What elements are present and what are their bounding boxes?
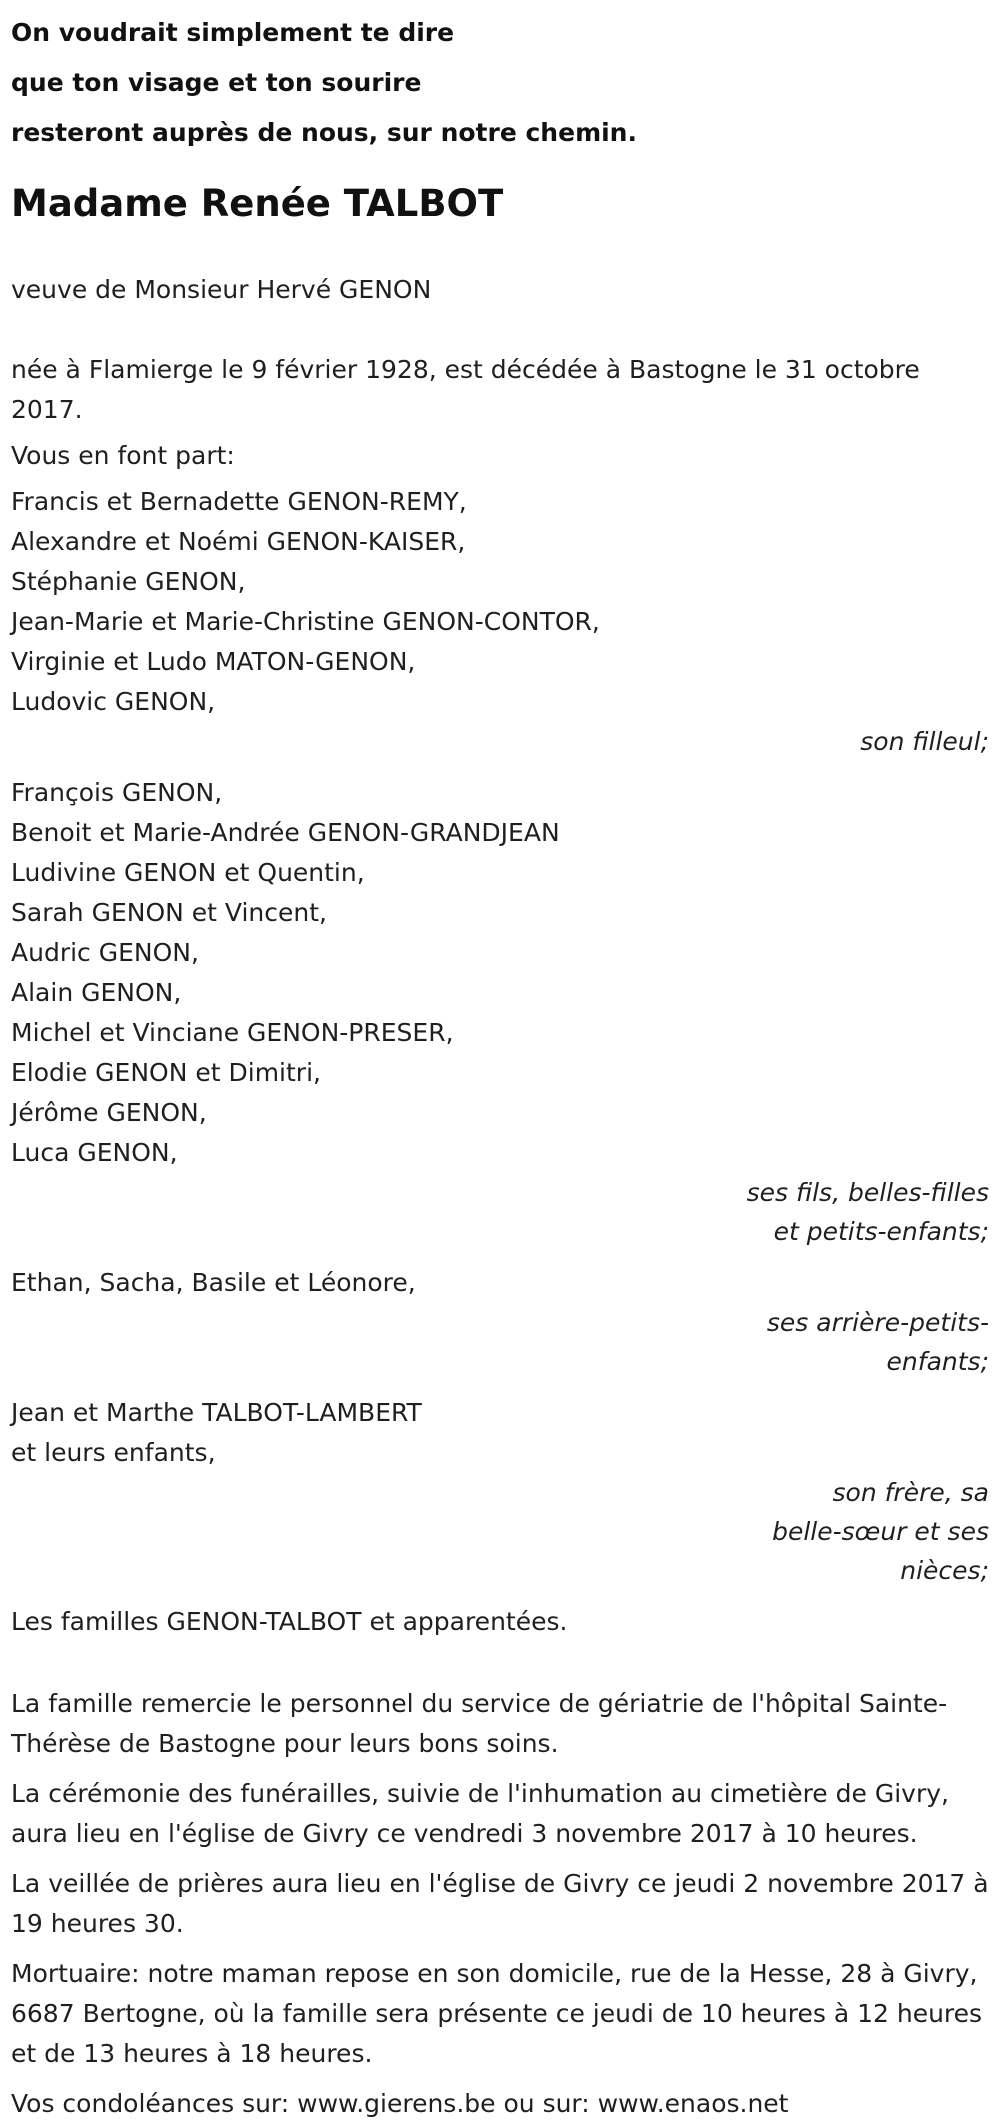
relation-label [11, 1473, 989, 1590]
deceased-name: Madame Renée TALBOT [11, 182, 504, 225]
thanks-paragraph: La famille remercie le personnel du service de gériatrie de l'hôpital Sainte-Thérèse de Bastogne pour leurs bons soins. [11, 1689, 948, 1758]
relation-line: ses fils, belles-filles [746, 1178, 989, 1207]
poem-line: On voudrait simplement te dire [11, 18, 455, 47]
family-name: Audric GENON, [11, 938, 199, 967]
condolences-link-gierens[interactable]: www.gierens.be [297, 2089, 496, 2118]
family-group [11, 482, 989, 761]
family-group [11, 1263, 989, 1381]
family-name: Ludovic GENON, [11, 687, 216, 716]
widow-line: veuve de Monsieur Hervé GENON [11, 275, 432, 304]
family-name: Michel et Vinciane GENON-PRESER, [11, 1018, 454, 1047]
family-name: Elodie GENON et Dimitri, [11, 1058, 321, 1087]
family-name: Virginie et Ludo MATON-GENON, [11, 647, 416, 676]
family-name: François GENON, [11, 778, 223, 807]
family-name: Francis et Bernadette GENON-REMY, [11, 487, 467, 516]
family-name: Alexandre et Noémi GENON-KAISER, [11, 527, 466, 556]
family-name: Jean-Marie et Marie-Christine GENON-CONTOR, [11, 607, 600, 636]
condolences-line [11, 2084, 989, 2124]
family-name: Sarah GENON et Vincent, [11, 898, 327, 927]
family-name: Alain GENON, [11, 978, 182, 1007]
family-names [11, 482, 989, 722]
condolences-middle: ou sur: [495, 2089, 598, 2118]
relation-line: et petits-enfants; [773, 1217, 989, 1246]
relation-line: enfants; [886, 1347, 989, 1376]
family-name: Luca GENON, [11, 1138, 178, 1167]
family-name: Stéphanie GENON, [11, 567, 246, 596]
family-group [11, 1393, 989, 1590]
relation-label [11, 1173, 989, 1251]
relation-line: nièces; [900, 1556, 989, 1585]
family-name: Ludivine GENON et Quentin, [11, 858, 365, 887]
announcement-line: Vous en font part: [11, 441, 235, 470]
poem-line: resteront auprès de nous, sur notre chemin. [11, 118, 637, 147]
condolences-link-enaos[interactable]: www.enaos.net [597, 2089, 789, 2118]
family-names [11, 1263, 989, 1303]
family-name: Benoit et Marie-Andrée GENON-GRANDJEAN [11, 818, 560, 847]
mortuary-paragraph: Mortuaire: notre maman repose en son domicile, rue de la Hesse, 28 à Givry, 6687 Bertogne, où la famille sera présente ce jeudi de 10 heures à 12 heures et de 13 heures à 18 heures. [11, 1959, 983, 2068]
family-names [11, 773, 989, 1173]
families-line: Les familles GENON-TALBOT et apparentées. [11, 1607, 568, 1636]
poem [11, 8, 989, 158]
relation-line: belle-sœur et ses [772, 1517, 989, 1546]
relation-label [11, 1303, 989, 1381]
relation-line: son frère, sa [832, 1478, 989, 1507]
obituary-page [0, 8, 1000, 2118]
family-name: Jérôme GENON, [11, 1098, 207, 1127]
family-name: et leurs enfants, [11, 1438, 216, 1467]
vigil-paragraph: La veillée de prières aura lieu en l'église de Givry ce jeudi 2 novembre 2017 à 19 heures 30. [11, 1869, 989, 1938]
family-name: Ethan, Sacha, Basile et Léonore, [11, 1268, 416, 1297]
family-group [11, 773, 989, 1251]
family-name: Jean et Marthe TALBOT-LAMBERT [11, 1398, 422, 1427]
relation-line: ses arrière-petits- [766, 1308, 989, 1337]
condolences-prefix: Vos condoléances sur: [11, 2089, 298, 2118]
ceremony-paragraph: La cérémonie des funérailles, suivie de l'inhumation au cimetière de Givry, aura lieu en l'église de Givry ce vendredi 3 novembre 2017 à 10 heures. [11, 1779, 949, 1848]
family-names [11, 1393, 989, 1473]
relation-label: son filleul; [860, 727, 989, 756]
birth-death-line: née à Flamierge le 9 février 1928, est décédée à Bastogne le 31 octobre 2017. [11, 355, 920, 424]
poem-line: que ton visage et ton sourire [11, 68, 422, 97]
